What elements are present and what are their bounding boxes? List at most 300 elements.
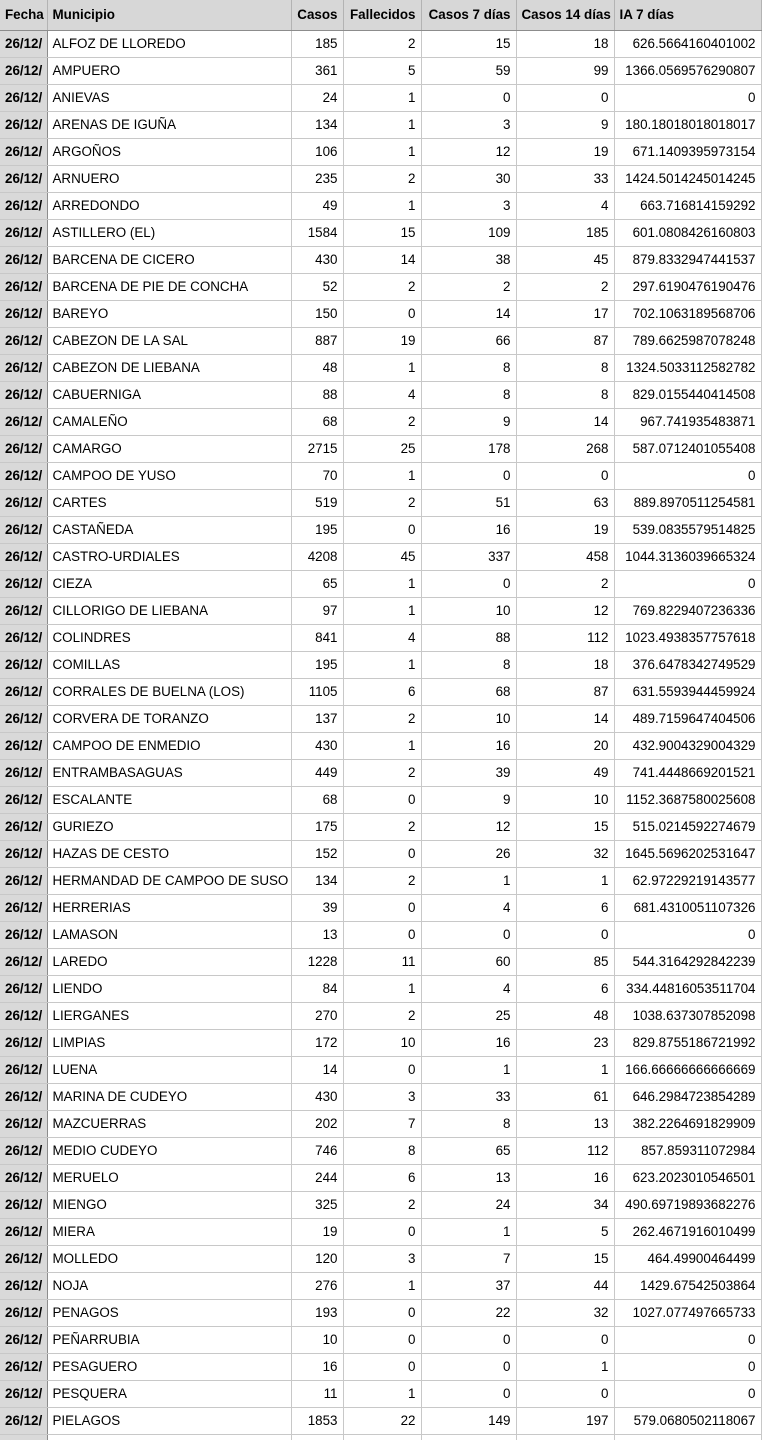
cell-casos[interactable]: 519 <box>291 489 343 516</box>
cell-fallecidos[interactable]: 2 <box>343 813 421 840</box>
cell-fallecidos[interactable]: 10 <box>343 1029 421 1056</box>
cell-fecha[interactable]: 26/12/ <box>0 1029 47 1056</box>
cell-fallecidos[interactable]: 2 <box>343 867 421 894</box>
cell-ia-7-dias[interactable]: 62.97229219143577 <box>614 867 761 894</box>
cell-fecha[interactable]: 26/12/ <box>0 1407 47 1434</box>
cell-fallecidos[interactable]: 1 <box>343 111 421 138</box>
cell-fecha[interactable]: 26/12/ <box>0 786 47 813</box>
cell-fecha[interactable]: 26/12/ <box>0 867 47 894</box>
cell-casos-7-dias[interactable]: 59 <box>421 57 516 84</box>
cell-fallecidos[interactable]: 1 <box>343 597 421 624</box>
cell-fecha[interactable]: 26/12/ <box>0 1326 47 1353</box>
cell-fecha[interactable]: 26/12/ <box>0 111 47 138</box>
cell-casos-7-dias[interactable]: 33 <box>421 1083 516 1110</box>
cell-casos-7-dias[interactable]: 0 <box>421 84 516 111</box>
cell-casos[interactable]: 52 <box>291 273 343 300</box>
cell-fecha[interactable]: 26/12/ <box>0 138 47 165</box>
cell-municipio[interactable]: MARINA DE CUDEYO <box>47 1083 291 1110</box>
cell-casos[interactable]: 120 <box>291 1245 343 1272</box>
cell-municipio[interactable]: LIENDO <box>47 975 291 1002</box>
cell-casos[interactable]: 195 <box>291 651 343 678</box>
cell-fecha[interactable]: 26/12/ <box>0 1380 47 1407</box>
cell-fecha[interactable]: 26/12/ <box>0 678 47 705</box>
cell-casos-7-dias[interactable]: 12 <box>421 813 516 840</box>
cell-casos[interactable]: 1228 <box>291 948 343 975</box>
cell-fallecidos[interactable]: 25 <box>343 435 421 462</box>
cell-casos[interactable]: 887 <box>291 327 343 354</box>
cell-casos-14-dias[interactable]: 6 <box>516 975 614 1002</box>
cell-ia-7-dias[interactable]: 829.0155440414508 <box>614 381 761 408</box>
cell-municipio[interactable]: LUENA <box>47 1056 291 1083</box>
cell-fallecidos[interactable]: 2 <box>343 273 421 300</box>
cell-municipio[interactable]: NOJA <box>47 1272 291 1299</box>
cell-ia-7-dias[interactable]: 631.5593944459924 <box>614 678 761 705</box>
cell-casos-14-dias[interactable]: 87 <box>516 327 614 354</box>
cell-casos[interactable]: 2715 <box>291 435 343 462</box>
cell-casos-7-dias[interactable]: 10 <box>421 597 516 624</box>
cell-casos-7-dias[interactable]: 8 <box>421 354 516 381</box>
cell-casos-7-dias[interactable]: 38 <box>421 246 516 273</box>
cell-casos-7-dias[interactable]: 22 <box>421 1299 516 1326</box>
cell-municipio[interactable]: HERMANDAD DE CAMPOO DE SUSO <box>47 867 291 894</box>
cell-casos-7-dias[interactable]: 39 <box>421 759 516 786</box>
cell-fecha[interactable]: 26/12/ <box>0 813 47 840</box>
cell-casos-7-dias[interactable]: 1 <box>421 1218 516 1245</box>
cell-fallecidos[interactable]: 22 <box>343 1407 421 1434</box>
cell-casos-7-dias[interactable]: 13 <box>421 1164 516 1191</box>
cell-fecha[interactable]: 26/12/ <box>0 84 47 111</box>
cell-ia-7-dias[interactable]: 579.0680502118067 <box>614 1407 761 1434</box>
cell-casos[interactable]: 430 <box>291 1083 343 1110</box>
cell-fallecidos[interactable]: 0 <box>343 1326 421 1353</box>
cell-municipio[interactable]: PENAGOS <box>47 1299 291 1326</box>
cell-casos-14-dias[interactable]: 85 <box>516 948 614 975</box>
cell-ia-7-dias[interactable]: 1023.4938357757618 <box>614 624 761 651</box>
cell-ia-7-dias[interactable]: 1038.637307852098 <box>614 1002 761 1029</box>
cell-casos[interactable]: 16 <box>291 1353 343 1380</box>
cell-fecha[interactable]: 26/12/ <box>0 300 47 327</box>
cell-fecha[interactable]: 26/12/ <box>0 1245 47 1272</box>
cell-casos[interactable]: 4208 <box>291 543 343 570</box>
cell-casos-7-dias[interactable]: 0 <box>421 1326 516 1353</box>
cell-ia-7-dias[interactable]: 1429.67542503864 <box>614 1272 761 1299</box>
cell-municipio[interactable]: ARENAS DE IGUÑA <box>47 111 291 138</box>
cell-fecha[interactable]: 26/12/ <box>0 408 47 435</box>
cell-fecha[interactable]: 26/12/ <box>0 435 47 462</box>
cell-casos[interactable]: 13 <box>291 921 343 948</box>
cell-casos[interactable]: 325 <box>291 1191 343 1218</box>
cell-fallecidos[interactable]: 1 <box>343 84 421 111</box>
cell-ia-7-dias[interactable]: 0 <box>614 462 761 489</box>
cell-casos-14-dias[interactable]: 16 <box>516 1164 614 1191</box>
cell-municipio[interactable]: COLINDRES <box>47 624 291 651</box>
cell-ia-7-dias[interactable]: 464.49900464499 <box>614 1245 761 1272</box>
cell-casos-7-dias[interactable]: 16 <box>421 516 516 543</box>
cell-municipio[interactable]: CORRALES DE BUELNA (LOS) <box>47 678 291 705</box>
cell-municipio[interactable]: LIMPIAS <box>47 1029 291 1056</box>
cell-fallecidos[interactable]: 2 <box>343 759 421 786</box>
cell-ia-7-dias[interactable]: 889.8970511254581 <box>614 489 761 516</box>
cell-fallecidos[interactable]: 1 <box>343 192 421 219</box>
cell-casos[interactable]: 172 <box>291 1029 343 1056</box>
cell-ia-7-dias[interactable]: 544.3164292842239 <box>614 948 761 975</box>
header-ia-7-dias[interactable]: IA 7 días <box>614 0 761 30</box>
cell-ia-7-dias[interactable]: 663.716814159292 <box>614 192 761 219</box>
cell-ia-7-dias[interactable]: 879.8332947441537 <box>614 246 761 273</box>
cell-casos-7-dias[interactable]: 10 <box>421 705 516 732</box>
cell-casos-14-dias[interactable]: 48 <box>516 1002 614 1029</box>
cell-casos-7-dias[interactable]: 178 <box>421 435 516 462</box>
cell-ia-7-dias[interactable]: 334.44816053511704 <box>614 975 761 1002</box>
cell-fecha[interactable]: 26/12/ <box>0 273 47 300</box>
cell-ia-7-dias[interactable]: 0 <box>614 1353 761 1380</box>
cell-fallecidos[interactable]: 5 <box>343 57 421 84</box>
cell-ia-7-dias[interactable]: 1424.5014245014245 <box>614 165 761 192</box>
cell-municipio[interactable]: CIEZA <box>47 570 291 597</box>
cell-fallecidos[interactable]: 3 <box>343 1245 421 1272</box>
cell-fallecidos[interactable]: 0 <box>343 1056 421 1083</box>
cell-municipio[interactable]: CILLORIGO DE LIEBANA <box>47 597 291 624</box>
cell-casos-14-dias[interactable]: 32 <box>516 840 614 867</box>
cell-casos[interactable]: 270 <box>291 1002 343 1029</box>
cell-municipio[interactable]: CABEZON DE LA SAL <box>47 327 291 354</box>
cell-fecha[interactable]: 26/12/ <box>0 381 47 408</box>
cell-casos-14-dias[interactable]: 19 <box>516 138 614 165</box>
cell-municipio[interactable]: ARNUERO <box>47 165 291 192</box>
cell-fallecidos[interactable]: 6 <box>343 1164 421 1191</box>
cell-municipio[interactable]: GURIEZO <box>47 813 291 840</box>
cell-casos-14-dias[interactable]: 14 <box>516 705 614 732</box>
cell-casos-14-dias[interactable]: 99 <box>516 57 614 84</box>
cell-fecha[interactable]: 26/12/ <box>0 921 47 948</box>
cell-casos-7-dias[interactable]: 24 <box>421 1191 516 1218</box>
cell-municipio[interactable]: MEDIO CUDEYO <box>47 1137 291 1164</box>
cell-ia-7-dias[interactable]: 626.5664160401002 <box>614 30 761 57</box>
cell-municipio[interactable]: ENTRAMBASAGUAS <box>47 759 291 786</box>
cell-fecha[interactable]: 26/12/ <box>0 1218 47 1245</box>
cell-casos-14-dias[interactable]: 12 <box>516 597 614 624</box>
cell-casos-14-dias[interactable]: 10 <box>516 786 614 813</box>
cell-fecha[interactable]: 26/12/ <box>0 1110 47 1137</box>
cell-ia-7-dias[interactable]: 262.4671916010499 <box>614 1218 761 1245</box>
cell-municipio[interactable]: ANIEVAS <box>47 84 291 111</box>
cell-ia-7-dias[interactable]: 0 <box>614 84 761 111</box>
cell-casos-14-dias[interactable]: 6 <box>516 894 614 921</box>
cell-casos-14-dias[interactable]: 18 <box>516 651 614 678</box>
header-casos-14-dias[interactable]: Casos 14 días <box>516 0 614 30</box>
cell-ia-7-dias[interactable]: 967.741935483871 <box>614 408 761 435</box>
cell-ia-7-dias[interactable]: 857.859311072984 <box>614 1137 761 1164</box>
cell-casos-7-dias[interactable]: 60 <box>421 948 516 975</box>
cell-casos[interactable]: 152 <box>291 840 343 867</box>
cell-ia-7-dias[interactable]: 1152.3687580025608 <box>614 786 761 813</box>
cell-casos-14-dias[interactable]: 61 <box>516 1083 614 1110</box>
cell-fecha[interactable]: 26/12/ <box>0 327 47 354</box>
cell-casos-14-dias[interactable]: 1 <box>516 1056 614 1083</box>
cell-ia-7-dias[interactable]: 489.7159647404506 <box>614 705 761 732</box>
cell-ia-7-dias[interactable]: 601.0808426160803 <box>614 219 761 246</box>
cell-municipio[interactable]: CABEZON DE LIEBANA <box>47 354 291 381</box>
cell-fecha[interactable]: 26/12/ <box>0 1191 47 1218</box>
cell-casos-14-dias[interactable] <box>516 1434 614 1440</box>
cell-fecha[interactable]: 26/12/ <box>0 1164 47 1191</box>
cell-casos[interactable]: 137 <box>291 705 343 732</box>
cell-ia-7-dias[interactable]: 646.2984723854289 <box>614 1083 761 1110</box>
cell-fallecidos[interactable]: 2 <box>343 408 421 435</box>
cell-casos[interactable]: 68 <box>291 408 343 435</box>
cell-fallecidos[interactable]: 1 <box>343 651 421 678</box>
cell-fallecidos[interactable]: 0 <box>343 786 421 813</box>
cell-fallecidos[interactable]: 0 <box>343 516 421 543</box>
cell-casos-14-dias[interactable]: 14 <box>516 408 614 435</box>
cell-fallecidos[interactable]: 0 <box>343 840 421 867</box>
cell-casos-7-dias[interactable]: 51 <box>421 489 516 516</box>
cell-casos[interactable]: 49 <box>291 192 343 219</box>
cell-municipio[interactable]: LAREDO <box>47 948 291 975</box>
cell-casos[interactable]: 841 <box>291 624 343 651</box>
cell-casos[interactable]: 195 <box>291 516 343 543</box>
cell-municipio[interactable]: AMPUERO <box>47 57 291 84</box>
cell-casos-14-dias[interactable]: 197 <box>516 1407 614 1434</box>
cell-casos-7-dias[interactable]: 88 <box>421 624 516 651</box>
cell-fallecidos[interactable]: 1 <box>343 1380 421 1407</box>
cell-municipio[interactable]: CARTES <box>47 489 291 516</box>
cell-casos-14-dias[interactable]: 63 <box>516 489 614 516</box>
cell-fallecidos[interactable]: 15 <box>343 219 421 246</box>
cell-municipio[interactable]: ESCALANTE <box>47 786 291 813</box>
cell-fallecidos[interactable]: 1 <box>343 975 421 1002</box>
cell-fallecidos[interactable]: 4 <box>343 624 421 651</box>
cell-municipio[interactable]: BARCENA DE CICERO <box>47 246 291 273</box>
cell-fecha[interactable]: 26/12/ <box>0 246 47 273</box>
cell-casos-7-dias[interactable]: 16 <box>421 732 516 759</box>
cell-ia-7-dias[interactable]: 297.6190476190476 <box>614 273 761 300</box>
cell-ia-7-dias[interactable]: 0 <box>614 1326 761 1353</box>
cell-casos-7-dias[interactable]: 109 <box>421 219 516 246</box>
cell-casos[interactable]: 134 <box>291 867 343 894</box>
cell-fallecidos[interactable]: 2 <box>343 1002 421 1029</box>
cell-casos-14-dias[interactable]: 33 <box>516 165 614 192</box>
cell-fecha[interactable]: 26/12/ <box>0 1272 47 1299</box>
cell-casos-7-dias[interactable]: 65 <box>421 1137 516 1164</box>
cell-casos-14-dias[interactable]: 1 <box>516 867 614 894</box>
cell-casos-14-dias[interactable]: 87 <box>516 678 614 705</box>
cell-casos[interactable]: 39 <box>291 894 343 921</box>
cell-fecha[interactable]: 26/12/ <box>0 462 47 489</box>
cell-municipio[interactable]: HERRERIAS <box>47 894 291 921</box>
cell-municipio[interactable]: CASTAÑEDA <box>47 516 291 543</box>
cell-casos-7-dias[interactable]: 9 <box>421 408 516 435</box>
cell-casos-7-dias[interactable]: 0 <box>421 462 516 489</box>
cell-fecha[interactable]: 26/12/ <box>0 894 47 921</box>
cell-casos-14-dias[interactable]: 5 <box>516 1218 614 1245</box>
cell-casos-14-dias[interactable]: 8 <box>516 354 614 381</box>
cell-casos-14-dias[interactable]: 112 <box>516 1137 614 1164</box>
cell-casos-14-dias[interactable]: 8 <box>516 381 614 408</box>
cell-ia-7-dias[interactable]: 681.4310051107326 <box>614 894 761 921</box>
cell-casos-14-dias[interactable]: 23 <box>516 1029 614 1056</box>
cell-fecha[interactable]: 26/12/ <box>0 219 47 246</box>
cell-casos-7-dias[interactable]: 4 <box>421 894 516 921</box>
cell-casos[interactable]: 361 <box>291 57 343 84</box>
cell-casos-7-dias[interactable]: 8 <box>421 381 516 408</box>
cell-municipio[interactable]: CAMALEÑO <box>47 408 291 435</box>
cell-fecha[interactable]: 26/12/ <box>0 489 47 516</box>
cell-fallecidos[interactable]: 2 <box>343 165 421 192</box>
cell-casos-14-dias[interactable]: 112 <box>516 624 614 651</box>
cell-municipio[interactable]: PESQUERA <box>47 1380 291 1407</box>
cell-casos-7-dias[interactable]: 1 <box>421 867 516 894</box>
cell-municipio[interactable]: LAMASON <box>47 921 291 948</box>
cell-ia-7-dias[interactable]: 490.69719893682276 <box>614 1191 761 1218</box>
cell-fallecidos[interactable]: 2 <box>343 705 421 732</box>
cell-casos[interactable]: 88 <box>291 381 343 408</box>
cell-casos-7-dias[interactable]: 0 <box>421 921 516 948</box>
cell-fallecidos[interactable]: 45 <box>343 543 421 570</box>
cell-casos-7-dias[interactable]: 15 <box>421 30 516 57</box>
cell-casos[interactable]: 430 <box>291 732 343 759</box>
cell-fallecidos[interactable]: 2 <box>343 489 421 516</box>
cell-fecha[interactable]: 26/12/ <box>0 975 47 1002</box>
cell-casos[interactable]: 193 <box>291 1299 343 1326</box>
cell-fallecidos[interactable]: 0 <box>343 1299 421 1326</box>
cell-ia-7-dias[interactable]: 0 <box>614 921 761 948</box>
cell-casos-7-dias[interactable]: 0 <box>421 570 516 597</box>
cell-ia-7-dias[interactable]: 623.2023010546501 <box>614 1164 761 1191</box>
cell-casos-14-dias[interactable]: 15 <box>516 1245 614 1272</box>
header-fallecidos[interactable]: Fallecidos <box>343 0 421 30</box>
cell-casos-14-dias[interactable]: 49 <box>516 759 614 786</box>
cell-fecha[interactable]: 26/12/ <box>0 543 47 570</box>
cell-casos-7-dias[interactable]: 30 <box>421 165 516 192</box>
cell-fallecidos[interactable]: 1 <box>343 732 421 759</box>
cell-casos[interactable]: 68 <box>291 786 343 813</box>
cell-casos[interactable]: 106 <box>291 138 343 165</box>
cell-fecha[interactable]: 26/12/ <box>0 30 47 57</box>
cell-municipio[interactable]: CAMPOO DE ENMEDIO <box>47 732 291 759</box>
cell-fecha[interactable]: 26/12/ <box>0 624 47 651</box>
cell-casos[interactable]: 11 <box>291 1380 343 1407</box>
cell-fecha[interactable]: 26/12/ <box>0 597 47 624</box>
cell-casos[interactable]: 276 <box>291 1272 343 1299</box>
cell-fecha[interactable]: 26/12/ <box>0 1137 47 1164</box>
cell-fecha[interactable]: 26/12/ <box>0 570 47 597</box>
cell-ia-7-dias[interactable]: 166.66666666666669 <box>614 1056 761 1083</box>
cell-casos-14-dias[interactable]: 18 <box>516 30 614 57</box>
cell-fallecidos[interactable]: 11 <box>343 948 421 975</box>
cell-casos-7-dias[interactable]: 26 <box>421 840 516 867</box>
header-casos-7-dias[interactable]: Casos 7 días <box>421 0 516 30</box>
cell-fecha[interactable]: 26/12/ <box>0 948 47 975</box>
cell-fecha[interactable]: 26/12/ <box>0 732 47 759</box>
cell-casos-14-dias[interactable]: 32 <box>516 1299 614 1326</box>
cell-fallecidos[interactable]: 7 <box>343 1110 421 1137</box>
cell-fecha[interactable]: 26/12/ <box>0 1353 47 1380</box>
cell-casos-7-dias[interactable]: 4 <box>421 975 516 1002</box>
cell-casos[interactable]: 202 <box>291 1110 343 1137</box>
cell-fallecidos[interactable]: 1 <box>343 1272 421 1299</box>
cell-casos-7-dias[interactable]: 337 <box>421 543 516 570</box>
cell-casos[interactable]: 449 <box>291 759 343 786</box>
cell-fallecidos[interactable]: 0 <box>343 894 421 921</box>
cell-casos-7-dias[interactable]: 3 <box>421 192 516 219</box>
cell-casos[interactable] <box>291 1434 343 1440</box>
cell-fecha[interactable]: 26/12/ <box>0 1002 47 1029</box>
cell-ia-7-dias[interactable]: 789.6625987078248 <box>614 327 761 354</box>
header-fecha[interactable]: Fecha <box>0 0 47 30</box>
cell-casos-14-dias[interactable]: 2 <box>516 273 614 300</box>
cell-fecha[interactable]: 26/12/ <box>0 516 47 543</box>
cell-casos[interactable]: 48 <box>291 354 343 381</box>
cell-fecha[interactable]: 26/12/ <box>0 705 47 732</box>
cell-ia-7-dias[interactable]: 1324.5033112582782 <box>614 354 761 381</box>
cell-fallecidos[interactable]: 1 <box>343 354 421 381</box>
cell-municipio[interactable]: PEÑARRUBIA <box>47 1326 291 1353</box>
cell-ia-7-dias[interactable]: 382.2264691829909 <box>614 1110 761 1137</box>
cell-casos-7-dias[interactable]: 14 <box>421 300 516 327</box>
cell-casos[interactable]: 1105 <box>291 678 343 705</box>
cell-casos-14-dias[interactable]: 9 <box>516 111 614 138</box>
cell-ia-7-dias[interactable]: 741.4448669201521 <box>614 759 761 786</box>
cell-casos[interactable]: 65 <box>291 570 343 597</box>
cell-municipio[interactable]: COMILLAS <box>47 651 291 678</box>
cell-casos-14-dias[interactable]: 0 <box>516 84 614 111</box>
cell-casos-14-dias[interactable]: 0 <box>516 921 614 948</box>
cell-fallecidos[interactable]: 3 <box>343 1083 421 1110</box>
cell-casos[interactable]: 430 <box>291 246 343 273</box>
cell-fallecidos[interactable]: 14 <box>343 246 421 273</box>
cell-casos-7-dias[interactable]: 68 <box>421 678 516 705</box>
cell-fecha[interactable]: 26/12/ <box>0 1299 47 1326</box>
cell-ia-7-dias[interactable]: 671.1409395973154 <box>614 138 761 165</box>
cell-fecha[interactable]: 26/12/ <box>0 651 47 678</box>
cell-fecha[interactable]: 26/12/ <box>0 165 47 192</box>
cell-casos-7-dias[interactable]: 7 <box>421 1245 516 1272</box>
cell-casos-14-dias[interactable]: 1 <box>516 1353 614 1380</box>
cell-municipio[interactable]: PIELAGOS <box>47 1407 291 1434</box>
cell-ia-7-dias[interactable]: 829.8755186721992 <box>614 1029 761 1056</box>
cell-casos-14-dias[interactable]: 13 <box>516 1110 614 1137</box>
cell-ia-7-dias[interactable]: 180.18018018018017 <box>614 111 761 138</box>
cell-casos-7-dias[interactable]: 25 <box>421 1002 516 1029</box>
cell-municipio[interactable]: ALFOZ DE LLOREDO <box>47 30 291 57</box>
cell-casos-7-dias[interactable] <box>421 1434 516 1440</box>
cell-municipio[interactable]: CORVERA DE TORANZO <box>47 705 291 732</box>
cell-casos-14-dias[interactable]: 4 <box>516 192 614 219</box>
cell-fallecidos[interactable]: 6 <box>343 678 421 705</box>
cell-ia-7-dias[interactable]: 1027.077497665733 <box>614 1299 761 1326</box>
header-casos[interactable]: Casos <box>291 0 343 30</box>
cell-fallecidos[interactable]: 8 <box>343 1137 421 1164</box>
cell-casos[interactable]: 235 <box>291 165 343 192</box>
cell-municipio[interactable]: ARREDONDO <box>47 192 291 219</box>
cell-ia-7-dias[interactable]: 432.9004329004329 <box>614 732 761 759</box>
cell-fallecidos[interactable]: 2 <box>343 30 421 57</box>
cell-casos-7-dias[interactable]: 149 <box>421 1407 516 1434</box>
cell-fecha[interactable]: 26/12/ <box>0 1083 47 1110</box>
cell-ia-7-dias[interactable]: 769.8229407236336 <box>614 597 761 624</box>
cell-fecha[interactable]: 26/12/ <box>0 57 47 84</box>
cell-fallecidos[interactable]: 4 <box>343 381 421 408</box>
cell-municipio[interactable]: LIERGANES <box>47 1002 291 1029</box>
cell-municipio[interactable]: PESAGUERO <box>47 1353 291 1380</box>
cell-casos[interactable]: 70 <box>291 462 343 489</box>
cell-casos-7-dias[interactable]: 12 <box>421 138 516 165</box>
cell-ia-7-dias[interactable]: 1044.3136039665324 <box>614 543 761 570</box>
cell-fecha[interactable]: 26/12/ <box>0 354 47 381</box>
cell-municipio[interactable]: CABUERNIGA <box>47 381 291 408</box>
cell-casos[interactable]: 84 <box>291 975 343 1002</box>
